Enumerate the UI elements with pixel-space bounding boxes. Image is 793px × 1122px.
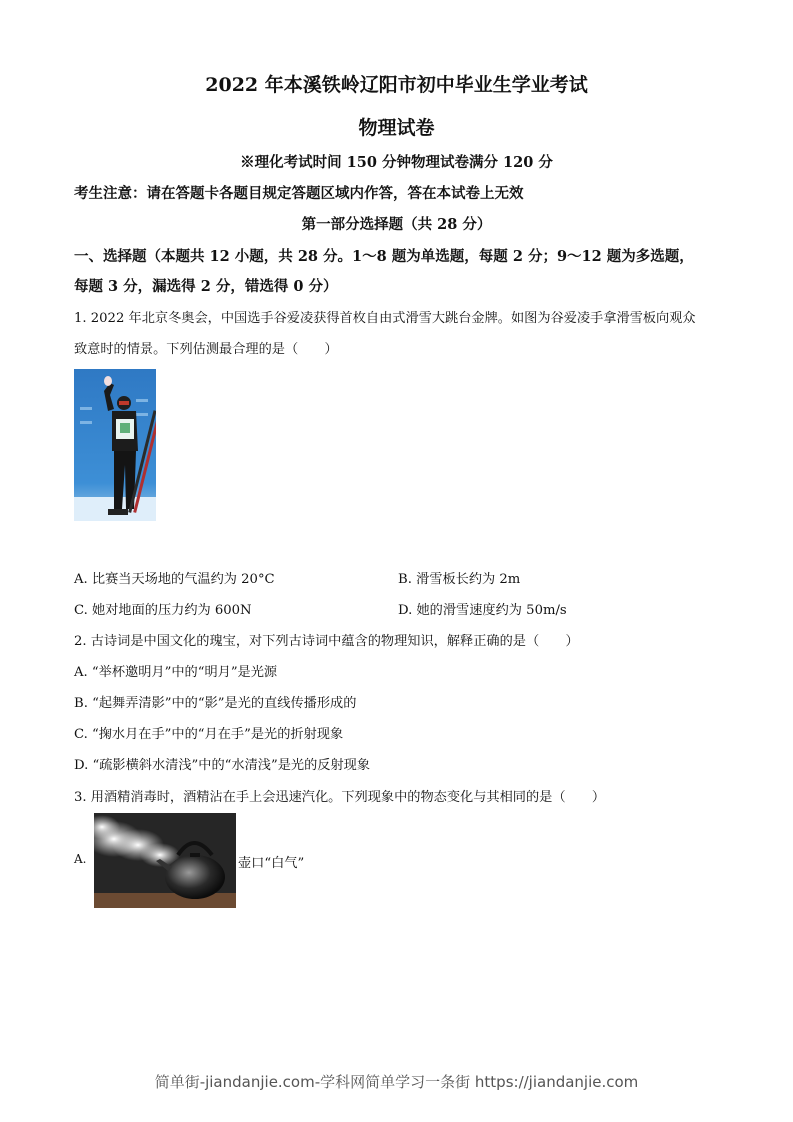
q1-stem-line2: 致意时的情景。下列估测最合理的是（ ） xyxy=(74,342,338,357)
q1-stem-line1: 1. 2022 年北京冬奥会，中国选手谷爱凌获得首枚自由式滑雪大跳台金牌。如图为谷爱凌手拿滑雪板向观众 xyxy=(74,311,696,326)
part-title: 第一部分选择题（共 28 分） xyxy=(301,216,492,233)
q2-option-b: B. “起舞弄清影”中的“影”是光的直线传播形成的 xyxy=(74,696,357,711)
q1-option-a: A. 比赛当天场地的气温约为 20°C xyxy=(74,572,275,587)
q2-option-c: C. “掬水月在手”中的“月在手”是光的折射现象 xyxy=(74,727,344,742)
exam-title: 2022 年本溪铁岭辽阳市初中毕业生学业考试 xyxy=(205,74,588,96)
q1-option-c: C. 她对地面的压力约为 600N xyxy=(74,603,252,618)
exam-notice: 考生注意：请在答题卡各题目规定答题区域内作答，答在本试卷上无效 xyxy=(74,185,524,202)
q2-option-a: A. “举杯邀明月”中的“明月”是光源 xyxy=(74,665,278,680)
q2-option-d: D. “疏影横斜水清浅”中的“水清浅”是光的反射现象 xyxy=(74,758,371,773)
q3-stem: 3. 用酒精消毒时，酒精沾在手上会迅速汽化。下列现象中的物态变化与其相同的是（ ） xyxy=(74,790,606,805)
q3-option-a-label: A. xyxy=(74,852,87,866)
q2-stem: 2. 古诗词是中国文化的瑰宝，对下列古诗词中蕴含的物理知识，解释正确的是（ ） xyxy=(74,634,579,649)
footer-watermark: 简单街-jiandanjie.com-学科网简单学习一条街 https://jiandanjie.com xyxy=(154,1073,639,1091)
q1-option-d: D. 她的滑雪速度约为 50m/s xyxy=(398,603,567,618)
section-instructions-line1: 一、选择题（本题共 12 小题，共 28 分。1～8 题为单选题，每题 2 分；9～12 题为多选题， xyxy=(74,248,694,265)
time-note: ※理化考试时间 150 分钟物理试卷满分 120 分 xyxy=(240,154,553,171)
q3-option-a-text: 壶口“白气” xyxy=(238,856,305,871)
q1-option-b: B. 滑雪板长约为 2m xyxy=(398,572,521,587)
skier-photo xyxy=(74,369,156,521)
exam-subtitle: 物理试卷 xyxy=(358,117,435,139)
kettle-photo xyxy=(94,813,236,908)
section-instructions-line2: 每题 3 分，漏选得 2 分，错选得 0 分） xyxy=(74,278,338,295)
